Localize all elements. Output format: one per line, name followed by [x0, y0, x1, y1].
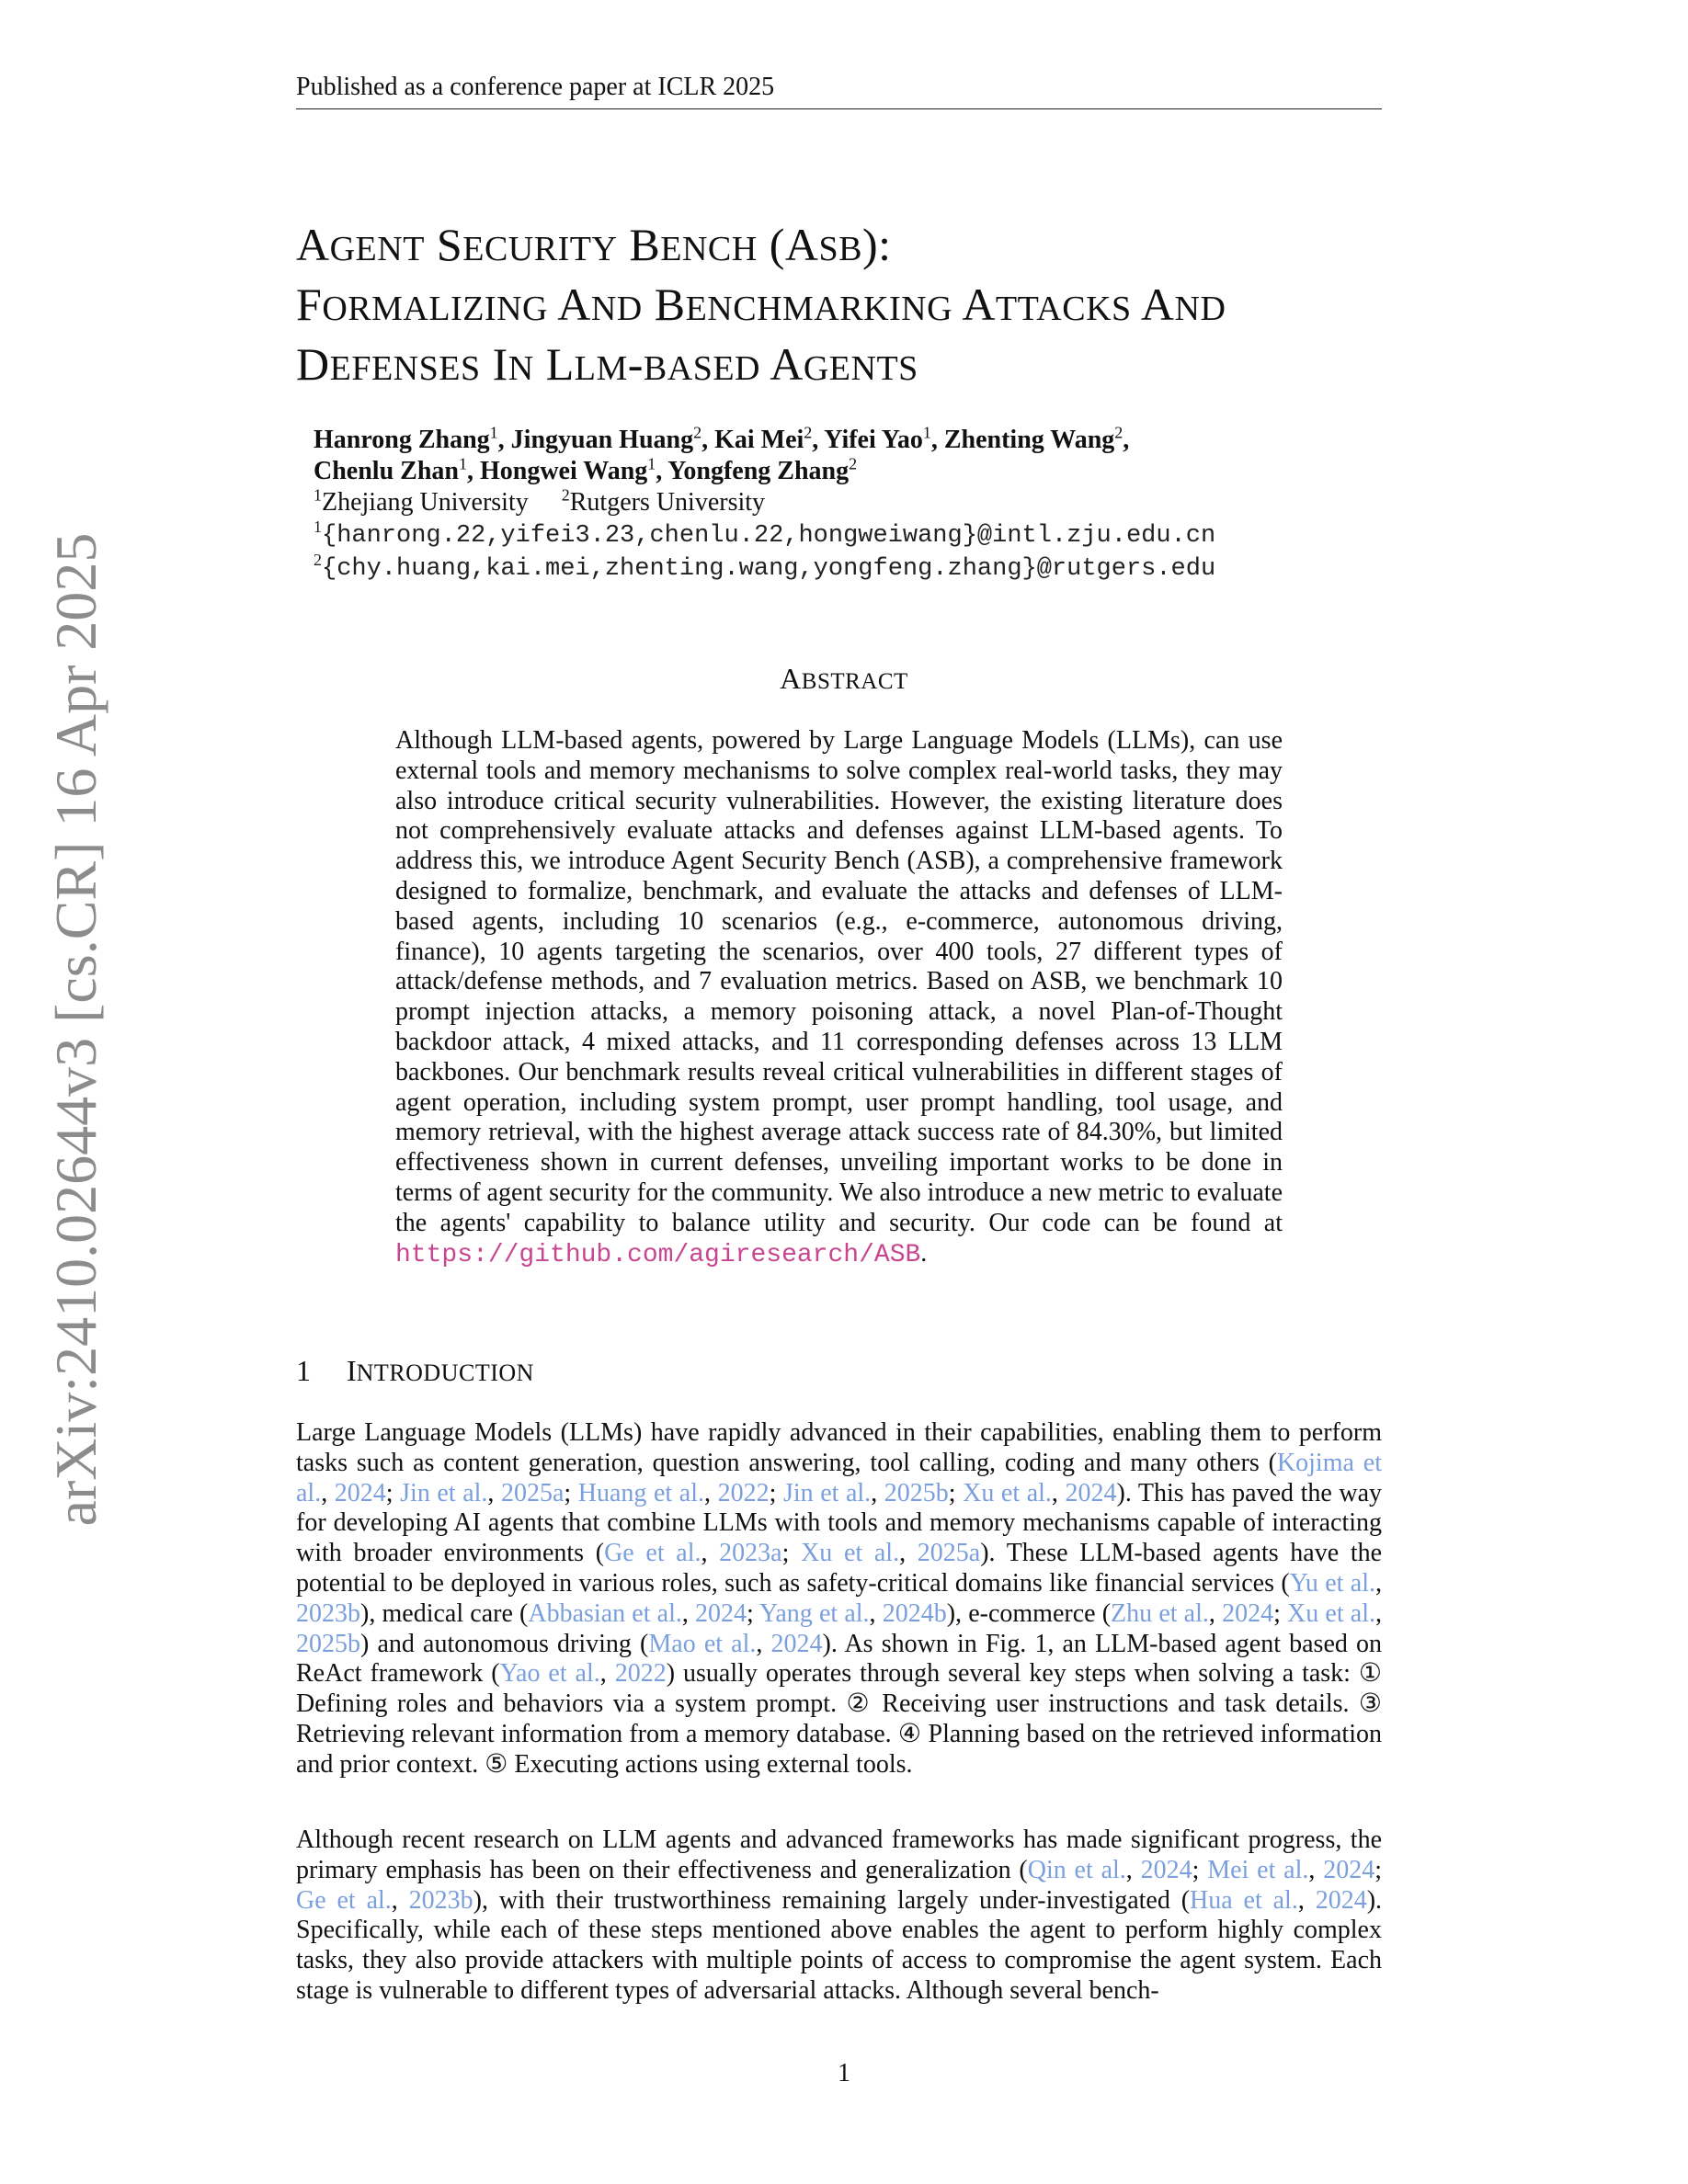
- page-number: 1: [838, 2059, 850, 2087]
- affiliation-name: Rutgers University: [569, 488, 766, 517]
- email-text[interactable]: {chy.huang,kai.mei,zhenting.wang,yongfeng.zhang}@rutgers.edu: [322, 555, 1216, 583]
- citation-link[interactable]: Abbasian et al.: [528, 1598, 682, 1628]
- section-heading-rest: NTRODUCTION: [356, 1359, 534, 1386]
- citation-link[interactable]: 2024: [1315, 1885, 1367, 1915]
- citation-link[interactable]: 2024: [695, 1598, 747, 1628]
- author-affiliation-marker: 2: [849, 454, 858, 473]
- section-number: 1: [296, 1354, 311, 1387]
- abstract-end: .: [920, 1238, 928, 1268]
- citation-link[interactable]: 2024: [1222, 1598, 1274, 1628]
- citation-link[interactable]: 2024: [770, 1629, 823, 1658]
- citation-link[interactable]: 2024: [1323, 1855, 1375, 1884]
- citation-link[interactable]: Yu et al.: [1289, 1568, 1376, 1598]
- abstract-heading: [0, 662, 1688, 699]
- citation-link[interactable]: 2022: [717, 1478, 770, 1507]
- citation-link[interactable]: 2025a: [917, 1539, 981, 1568]
- citation-link[interactable]: Xu et al.: [963, 1478, 1052, 1507]
- author-name: Kai Mei: [714, 426, 804, 454]
- author-name: Zhenting Wang: [943, 426, 1115, 454]
- intro-paragraph-2: Although recent research on LLM agents and advanced frameworks has made significant progress, the primary emphasis has been on their effectiveness and generalization (Qin et al., 2024; Mei et al., 2024; Ge et al., 2023b), with their trustworthiness remaining largely under-investigated (Hua et al., 2024). Specifically, while each of these steps mentioned above enables the agent to perform highly complex tasks, they also provide attackers with multiple points of access to compromise the agent system. Each stage is vulnerable to different types of adversarial attacks. Although several bench-: [296, 1826, 1383, 2005]
- intro-paragraph-1: Large Language Models (LLMs) have rapidly advanced in their capabilities, enabling them to perform tasks such as content generation, question answering, tool calling, coding and many others (Kojima et al., 2024; Jin et al., 2025a; Huang et al., 2022; Jin et al., 2025b; Xu et al., 2024). This has paved the way for developing AI agents that combine LLMs with tools and memory mechanisms capable of interacting with broader environments (Ge et al., 2023a; Xu et al., 2025a). These LLM-based agents have the potential to be deployed in various roles, such as safety-critical domains like financial services (Yu et al., 2023b), medical care (Abbasian et al., 2024; Yang et al., 2024b), e-commerce (Zhu et al., 2024; Xu et al., 2025b) and autonomous driving (Mao et al., 2024). As shown in Fig. 1, an LLM-based agent based on ReAct framework (Yao et al., 2022) usually operates through several key steps when solving a task: ① Defining roles and behaviors via a system prompt. ② Receiving user instructions and task details. ③ Retrieving relevant information from a memory database. ④ Planning based on the retrieved information and prior context. ⑤ Executing actions using external tools.: [296, 1418, 1383, 1779]
- author-affiliation-marker: 1: [458, 454, 467, 473]
- running-header: [296, 72, 1382, 109]
- citation-link[interactable]: Kojima et al.: [296, 1448, 1382, 1507]
- title-line-1: AGENT SECURITY BENCH (ASB):: [296, 219, 892, 270]
- email-marker: 2: [314, 551, 322, 569]
- section-heading-initial: I: [347, 1354, 357, 1387]
- abstract-text: Although LLM-based agents, powered by Large Language Models (LLMs), can use external tools and memory mechanisms to solve complex real-world tasks, they may also introduce critical security vulnerabilities. However, the existing literature does not comprehensively evaluate attacks and defenses against LLM-based agents. To address this, we introduce Agent Security Bench (ASB), a comprehensive framework designed to formalize, benchmark, and evaluate the attacks and defenses of LLM-based agents, including 10 scenarios (e.g., e-commerce, autonomous driving, finance), 10 agents targeting the scenarios, over 400 tools, 27 different types of attack/defense methods, and 7 evaluation metrics. Based on ASB, we benchmark 10 prompt injection attacks, a memory poisoning attack, a novel Plan-of-Thought backdoor attack, 4 mixed attacks, and 11 corresponding defenses across 13 LLM backbones. Our benchmark results reveal critical vulnerabilities in different stages of agent operation, including system prompt, user prompt handling, tool usage, and memory retrieval, with the highest average attack success rate of 84.30%, but limited effectiveness shown in current defenses, unveiling important works to be done in terms of agent security for the community. We also introduce a new metric to evaluate the agents' capability to balance utility and security. Our code can be found at: [395, 726, 1283, 1237]
- citation-link[interactable]: 2023a: [719, 1539, 782, 1568]
- affiliations: [314, 487, 1398, 518]
- author-line-2: Chenlu Zhan$^1$, Hongwei Wang$^1$, Yongfeng Zhang$^2$: [314, 454, 858, 485]
- citation-link[interactable]: Yang et al.: [758, 1598, 870, 1628]
- title-line-2: FORMALIZING AND BENCHMARKING ATTACKS AND: [296, 279, 1226, 330]
- abstract-heading-rest: BSTRACT: [801, 669, 908, 694]
- section-heading-introduction: [296, 1353, 534, 1391]
- abstract-heading-initial: A: [780, 662, 802, 695]
- citation-link[interactable]: Ge et al.: [296, 1885, 392, 1915]
- author-name: Jingyuan Huang: [510, 426, 694, 454]
- author-affiliation-marker: 1: [489, 423, 498, 442]
- citation-link[interactable]: Jin et al.: [400, 1478, 488, 1507]
- header-text: Published as a conference paper at ICLR 2025: [296, 73, 775, 101]
- citation-link[interactable]: 2023b: [408, 1885, 473, 1915]
- citation-link[interactable]: Zhu et al.: [1111, 1598, 1209, 1628]
- author-affiliation-marker: 2: [1114, 423, 1123, 442]
- author-line-1: Hanrong Zhang$^1$, Jingyuan Huang$^2$, Kai Mei$^2$, Yifei Yao$^1$, Zhenting Wang$^2$,: [314, 423, 1130, 454]
- citation-link[interactable]: Xu et al.: [801, 1539, 900, 1568]
- author-affiliation-marker: 1: [922, 423, 931, 442]
- author-affiliation-marker: 1: [647, 454, 656, 473]
- citation-link[interactable]: 2025a: [500, 1478, 565, 1507]
- citation-link[interactable]: 2024: [1065, 1478, 1117, 1507]
- author-name: Yongfeng Zhang: [667, 457, 850, 485]
- author-name: Hanrong Zhang: [314, 426, 490, 454]
- email-text[interactable]: {hanrong.22,yifei3.23,chenlu.22,hongweiwang}@intl.zju.edu.cn: [322, 522, 1216, 550]
- citation-link[interactable]: 2024: [334, 1478, 386, 1507]
- citation-link[interactable]: 2025b: [296, 1629, 360, 1658]
- citation-link[interactable]: 2022: [614, 1659, 667, 1689]
- code-url-link[interactable]: https://github.com/agiresearch/ASB: [395, 1240, 921, 1269]
- citation-link[interactable]: Ge et al.: [604, 1539, 701, 1568]
- email-line-1: [314, 518, 1398, 552]
- paper-title: [296, 217, 1399, 396]
- header-rule: [296, 108, 1382, 109]
- author-name: Hongwei Wang: [479, 457, 648, 485]
- arxiv-stamp: arXiv:2410.02644v3 [cs.CR] 16 Apr 2025: [43, 532, 108, 1527]
- email-marker: 1: [314, 518, 322, 536]
- citation-link[interactable]: 2023b: [296, 1598, 360, 1628]
- author-name: Yifei Yao: [824, 426, 923, 454]
- affiliation-marker: 2: [561, 485, 570, 505]
- citation-link[interactable]: Huang et al.: [577, 1478, 704, 1507]
- citation-link[interactable]: Mao et al.: [648, 1629, 757, 1658]
- author-block: [314, 425, 1398, 585]
- citation-link[interactable]: 2024b: [882, 1598, 947, 1628]
- citation-link[interactable]: Xu et al.: [1287, 1598, 1375, 1628]
- affiliation-name: Zhejiang University: [322, 488, 529, 517]
- email-line-2: [314, 552, 1398, 585]
- citation-link[interactable]: Qin et al.: [1027, 1855, 1126, 1884]
- author-affiliation-marker: 2: [804, 423, 813, 442]
- citation-link[interactable]: Jin et al.: [782, 1478, 872, 1507]
- author-affiliation-marker: 2: [693, 423, 702, 442]
- citation-link[interactable]: 2024: [1140, 1855, 1192, 1884]
- citation-link[interactable]: 2025b: [884, 1478, 949, 1507]
- title-line-3: DEFENSES IN LLM-BASED AGENTS: [296, 338, 918, 390]
- author-name: Chenlu Zhan: [314, 457, 459, 485]
- citation-link[interactable]: Yao et al.: [499, 1659, 600, 1689]
- citation-link[interactable]: Mei et al.: [1207, 1855, 1309, 1884]
- abstract-body: [395, 726, 1283, 1270]
- citation-link[interactable]: Hua et al.: [1190, 1885, 1298, 1915]
- affiliation-marker: 1: [314, 485, 322, 505]
